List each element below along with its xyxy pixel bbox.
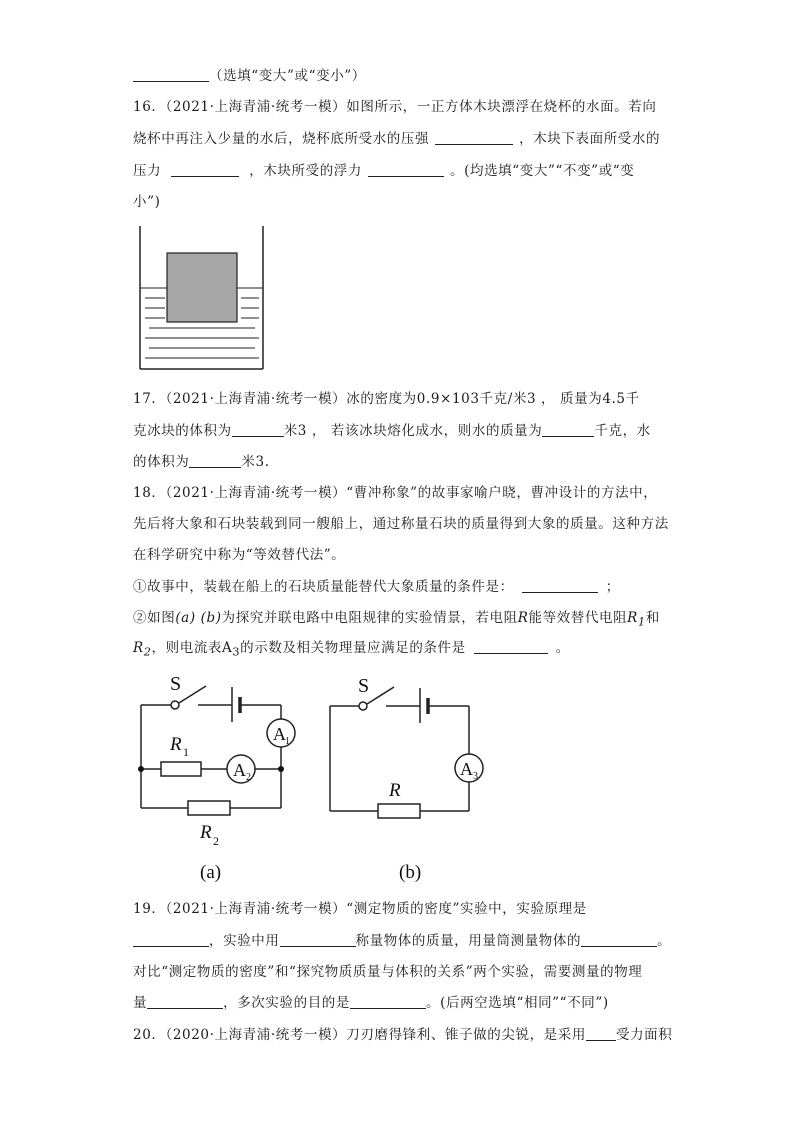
resistor-symbol: R bbox=[517, 610, 529, 626]
subscript: 1 bbox=[637, 615, 646, 629]
answer-blank bbox=[133, 932, 209, 947]
q19-line-3: 对比“测定物质的密度”和“探究物质质量与体积的关系”两个实验，需要测量的物理 bbox=[133, 964, 643, 980]
q16-text: 压力 bbox=[133, 163, 162, 179]
ammeter-symbol: A bbox=[222, 640, 233, 656]
figure-label-b: (b) bbox=[200, 610, 222, 626]
q18-line-1: 18．（2021·上海青浦·统考一模）“曹冲称象”的故事家喻户晓，曹冲设计的方法中， bbox=[133, 485, 658, 501]
ammeter-a3-label: A bbox=[460, 759, 473, 779]
q20-text: 20．（2020·上海青浦·统考一模）刀刃磨得锋利、锥子做的尖锐，是采用 bbox=[133, 1027, 586, 1043]
q19-text: 称量物体的质量，用量筒测量物体的 bbox=[355, 933, 582, 949]
q16-line-1: 16．（2021·上海青浦·统考一模）如图所示，一正方体木块漂浮在烧杯的水面。若向 bbox=[133, 99, 657, 115]
r1-label: R bbox=[170, 734, 182, 755]
r2-label: R bbox=[200, 822, 212, 843]
answer-blank bbox=[581, 932, 657, 947]
q19-text: 。 bbox=[657, 933, 672, 949]
q18-text: 的示数及相关物理量应满足的条件是 bbox=[240, 640, 466, 656]
subscript: 3 bbox=[232, 645, 241, 659]
q19-line-2 bbox=[133, 931, 671, 951]
q17-text: 米3. bbox=[241, 454, 270, 470]
q17-text: 米3 ， 若该冰块熔化成水，则水的质量为 bbox=[283, 423, 543, 439]
q16-text: ，木块下表面所受水的 bbox=[519, 131, 661, 147]
q15-tail-text: （选填“变大”或“变小”） bbox=[209, 68, 366, 84]
answer-blank bbox=[586, 1026, 616, 1041]
q16-text: ，木块所受的浮力 bbox=[249, 163, 363, 179]
answer-blank bbox=[280, 932, 356, 947]
q17-text: 克冰块的体积为 bbox=[133, 423, 232, 439]
q19-text: ，多次实验的目的是 bbox=[223, 995, 351, 1011]
q18-text: 和 bbox=[645, 610, 660, 626]
q18-text: ，则电流表 bbox=[151, 640, 223, 656]
r-label: R bbox=[389, 780, 401, 801]
q18-line-2: 先后将大象和石块装载到同一艘船上，通过称量石块的质量得到大象的质量。这种方法 bbox=[133, 516, 669, 532]
ammeter-a3-sub: 3 bbox=[473, 771, 478, 782]
q18-text: ②如图 bbox=[133, 610, 176, 626]
figure-caption-a: (a) bbox=[200, 862, 222, 883]
q20-line-1 bbox=[133, 1025, 672, 1045]
ammeter-a2-sub: 2 bbox=[246, 772, 251, 783]
figure-caption-b: (b) bbox=[399, 862, 422, 883]
q19-text: 量 bbox=[133, 995, 148, 1011]
resistor-symbol: R bbox=[627, 610, 638, 626]
q19-line-1: 19．（2021·上海青浦·统考一模）“测定物质的密度”实验中，实验原理是 bbox=[133, 901, 587, 917]
q20-text: 受力面积 bbox=[615, 1027, 673, 1043]
switch-label: S bbox=[358, 675, 370, 697]
q18-text: 。 bbox=[555, 640, 570, 656]
q16-line-4: 小”) bbox=[133, 194, 161, 210]
r1-sub: 1 bbox=[183, 745, 189, 759]
q17-line-1: 17．（2021·上海青浦·统考一模）冰的密度为0.9×103千克/米3 ， 质量为4.5千 bbox=[133, 391, 640, 407]
q18-text: ； bbox=[605, 579, 620, 595]
q18-text: ①故事中，装载在船上的石块质量能替代大象质量的条件是： bbox=[133, 579, 514, 595]
q18-text: 为探究并联电路中电阻规律的实验情景，若电阻 bbox=[221, 610, 518, 626]
q18-line-3: 在科学研究中称为“等效替代法”。 bbox=[133, 547, 346, 563]
q16-text: 。(均选填“变大”“不变”或“变 bbox=[450, 163, 635, 179]
q18-text: 能等效替代电阻 bbox=[528, 610, 628, 626]
q17-text: 的体积为 bbox=[133, 454, 190, 470]
q19-text: ，实验中用 bbox=[209, 933, 280, 949]
answer-blank bbox=[350, 994, 426, 1009]
subscript: 2 bbox=[143, 645, 152, 659]
q19-text: 。(后两空选填“相同”“不同”) bbox=[426, 995, 609, 1011]
q17-text: 千克，水 bbox=[594, 423, 651, 439]
ammeter-a1-sub: 1 bbox=[285, 736, 290, 747]
ammeter-a2-label: A bbox=[233, 760, 246, 780]
answer-blank bbox=[147, 994, 223, 1009]
figure-label-a: (a) bbox=[175, 610, 196, 626]
switch-label: S bbox=[170, 673, 182, 695]
q19-line-4 bbox=[133, 993, 609, 1013]
resistor-symbol: R bbox=[133, 640, 144, 656]
ammeter-a1-label: A bbox=[273, 724, 286, 744]
q16-text: 烧杯中再注入少量的水后，烧杯底所受水的压强 bbox=[133, 131, 430, 147]
r2-sub: 2 bbox=[213, 834, 219, 848]
